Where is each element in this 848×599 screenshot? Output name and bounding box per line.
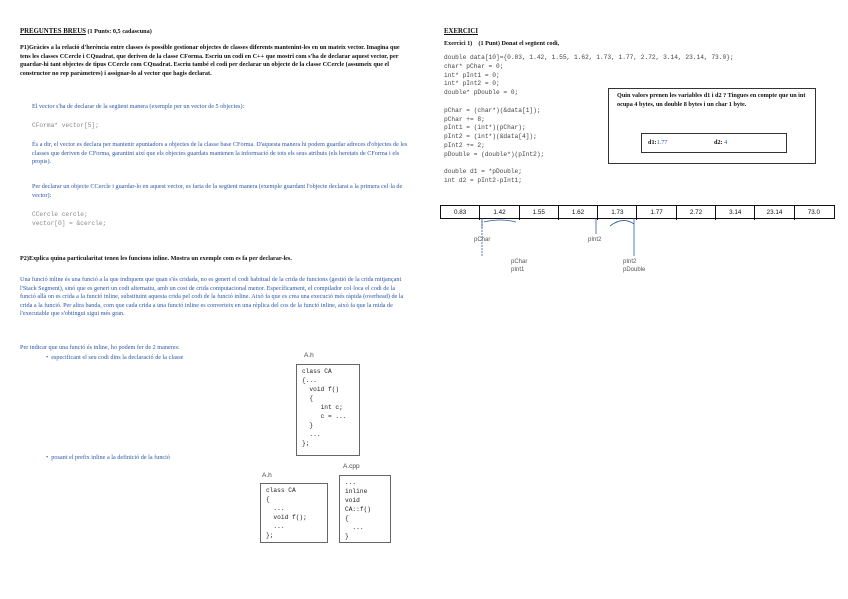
question-box xyxy=(608,88,816,164)
p1-code-2: CCercle cercle; vector[0] = &cercle; xyxy=(32,211,107,227)
bullet-dot-icon: • xyxy=(46,454,49,461)
label-pchar-bottom: pChar xyxy=(511,259,528,265)
array-cell: 0.83 xyxy=(441,206,480,220)
pint2-arc xyxy=(610,220,634,226)
code-box-a-cpp: ... inline void CA::f() { ... } xyxy=(339,475,391,543)
bullet-dot-icon: • xyxy=(46,354,49,361)
d1-answer xyxy=(648,139,667,148)
exercici-code: double data[10]={0.83, 1.42, 1.55, 1.62, 1.73, 1.77, 2.72, 3.14, 23.14, 73.0}; char* pChar = 0; int* pInt1 = 0; int* pInt2 = 0; double* pDouble = 0; pChar = (char*)(&data[1]); pChar += 8; pInt1 = (int*)(pChar); pInt2 = (int*)(&data[4]); pInt2 += 2; pDouble = (double*)(pInt2); double d1 = *pDouble; int d2 = pInt2-pInt1; xyxy=(444,54,734,185)
preguntes-title: PREGUNTES BREUS xyxy=(20,28,86,35)
label-pchar-top: pChar xyxy=(474,237,491,243)
memory-array xyxy=(440,205,835,219)
question-p1 xyxy=(20,44,410,78)
question-text: Quin valors prenen les variables d1 i d2 ? Tingues en compte que un int ocupa 4 bytes, un double 8 bytes i un char 1 byte. xyxy=(617,92,806,108)
p2-label: P2) xyxy=(20,255,29,262)
p1-answer-3: Per declarar un objecte CCercle i guardar-lo en aquest vector, es faria de la següent manera (exemple guardant l'objecte declarat a la primera cel·la de vector): xyxy=(32,183,403,199)
file-label-a-h-1: A.h xyxy=(304,352,314,359)
exercici-1-text: (1 Punt) Donat el següent codi, xyxy=(478,40,560,47)
array-cell: 23.14 xyxy=(755,206,794,220)
p1-answer-2: És a dir, el vector es declara per mantenir apuntadors a objectes de la classe base CForma. D'aquesta manera hi podem guardar adreces d'objectes de les classes que deriven de CForma, garantint així que els objectes guardats mantenen la informació de tots els seus atributs (els heretats de CForma i els propis). xyxy=(32,141,408,166)
p1-text: Gràcies a la relació d'herència entre classes és possible gestionar objectes de classes diferents mantenint-les en un mateix vector. Imagina que tens les classes CCercle i CQuadrat, que deriven de la classe CForma. Escriu un codi en C++ que mostri com s'ha de declarar aquest vector, per guardar-hi tant objectes de tipus CCercle com CQuadrat. Escriu també el codi per declarar un objecte de la classe CCercle (assumeix que el constructor no rep paràmetres) i assignar-lo al vector que hagis declarat. xyxy=(20,44,400,77)
d2-label: d2: xyxy=(714,139,723,146)
bullet-2-text: posant el prefix inline a la definició de la funció xyxy=(51,454,170,461)
bullet-1-text: especificant el seu codi dins la declaració de la classe xyxy=(51,354,184,361)
label-pint2-top: pInt2 xyxy=(588,237,602,243)
array-cell: 1.62 xyxy=(559,206,598,220)
p2-bullet-1 xyxy=(46,354,286,363)
file-label-a-cpp: A.cpp xyxy=(343,463,360,470)
p1-label: P1) xyxy=(20,44,29,51)
exercici-1-label: Exercici 1) xyxy=(444,40,473,47)
label-bottom-pchar-pint1 xyxy=(511,258,527,275)
pchar-arc xyxy=(484,220,516,222)
array-cell: 1.73 xyxy=(598,206,637,220)
array-cell: 73.0 xyxy=(807,209,820,216)
exercici-title: EXERCICI xyxy=(444,28,478,35)
label-bottom-pint2-pdouble xyxy=(623,258,645,275)
d1-label: d1: xyxy=(648,139,657,146)
d2-value: 4 xyxy=(724,139,728,146)
answer-box xyxy=(641,133,787,153)
label-pint2-bottom: pInt2 xyxy=(623,259,637,265)
d1-value: 1.77 xyxy=(656,139,668,146)
array-cell: 1.77 xyxy=(638,206,677,220)
exercici-1-header xyxy=(444,40,559,49)
p2-bullet-2 xyxy=(46,454,286,463)
p1-code-1: CForma* vector[5]; xyxy=(32,122,99,129)
label-pint1-bottom: pInt1 xyxy=(511,267,525,274)
preguntes-points: (1 Punts: 0,5 cadascuna) xyxy=(85,28,152,35)
p2-text: Explica quina particularitat tenen les funcions inline. Mostra un exemple com es fa per declarar-les. xyxy=(28,255,292,262)
array-cell: 1.55 xyxy=(520,206,559,220)
array-cell: 2.72 xyxy=(677,206,716,220)
p2-answer-1: Una funció inline és una funció a la que indiquem que quan s'és cridada, no es generi el codi habitual de la crida de funcions (gestió de la crida mitjançant l'Stack Segment), sinó que es generi un codi alternatiu, amb un cost de crida computacional menor. Específicament, el compilador col·loca el codi de la funció allà on es crida a la funció inline, substituint aquesta crida pel codi de la funció inline. Això fa que es crea una execució més ràpida (overhead) de la crida a la funció. Per altra banda, com que cada crida a una funció inline es converteix en una rèplica del cos de la funció inline, això fa que la mida de l'executable que s'obtingui sigui més gran. xyxy=(20,276,404,318)
array-cell: 1.42 xyxy=(480,206,519,220)
section-title xyxy=(20,27,420,37)
label-pdouble-bottom: pDouble xyxy=(623,267,646,274)
p2-answer-2: Per indicar que una funció és inline, ho podem fer de 2 maneres: xyxy=(20,344,180,351)
question-p2 xyxy=(20,255,410,264)
array-cell: 3.14 xyxy=(716,206,755,220)
code-box-a-h-2: class CA { ... void f(); ... }; xyxy=(260,483,328,543)
code-box-a-h-1: class CA {... void f() { int c; c = ... } ... }; xyxy=(296,364,360,456)
p1-answer-1: El vector s'ha de declarar de la següent manera (exemple per un vector de 5 objectes): xyxy=(32,103,245,110)
d2-answer xyxy=(714,139,727,148)
file-label-a-h-2: A.h xyxy=(262,472,272,479)
